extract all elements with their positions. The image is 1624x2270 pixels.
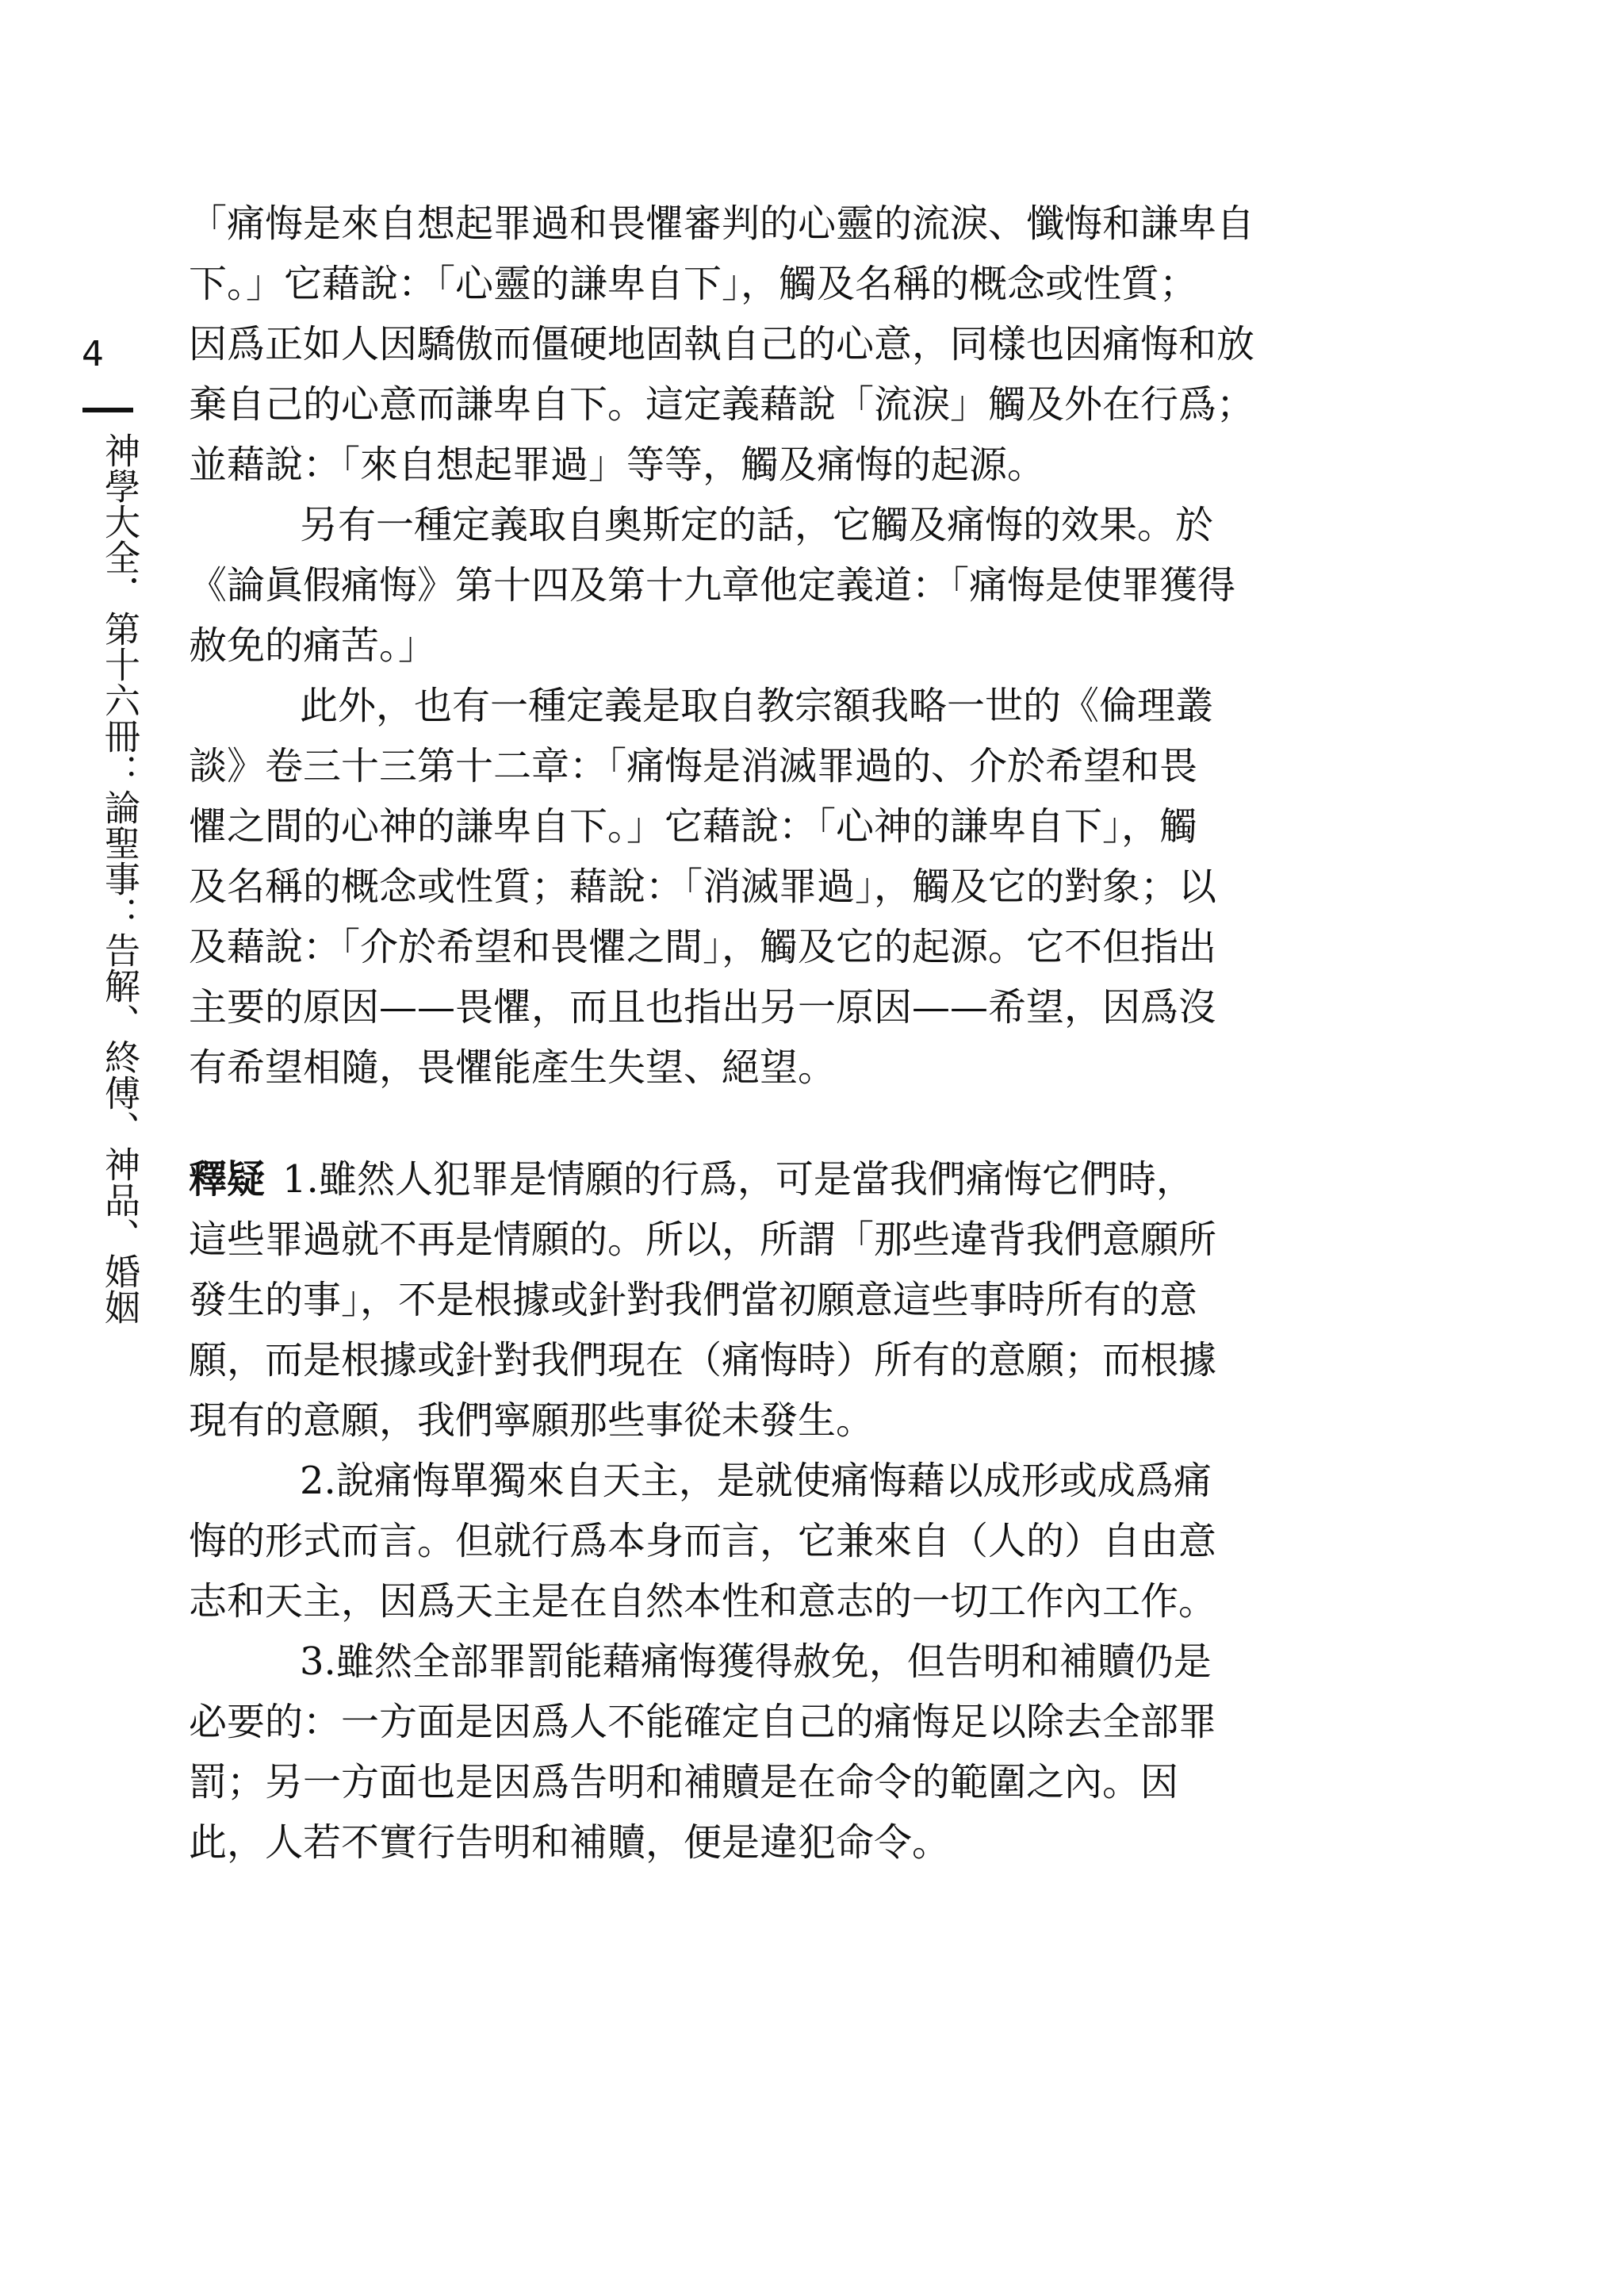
paragraph: [189, 676, 1315, 1098]
body-text: [189, 194, 1315, 1873]
text-line: 此，人若不實行告明和補贖，便是違犯命令。: [189, 1820, 951, 1865]
text-line: 2.說痛悔單獨來自天主，是就使痛悔藉以成形或成爲痛: [300, 1459, 1212, 1503]
page-number: 4: [82, 334, 104, 374]
reply-1: [189, 1149, 1315, 1451]
replies-heading: 釋疑: [189, 1157, 266, 1202]
text-line: 必要的：一方面是因爲人不能確定自己的痛悔足以除去全部罪: [189, 1700, 1217, 1744]
text-line: [189, 1149, 1315, 1210]
text-line: 棄自己的心意而謙卑自下。這定義藉說「流淚」觸及外在行爲；: [189, 382, 1255, 427]
paragraph: [189, 495, 1315, 676]
text-line: 此外，也有一種定義是取自教宗額我略一世的《倫理叢: [300, 684, 1214, 728]
text-line: 並藉說：「來自想起罪過」等等，觸及痛悔的起源。: [189, 443, 1046, 487]
reply-3: [189, 1632, 1315, 1873]
text-line: 主要的原因——畏懼，而且也指出另一原因——希望，因爲沒: [189, 985, 1217, 1030]
text-line: 談》卷三十三第十二章：「痛悔是消滅罪過的、介於希望和畏: [189, 744, 1198, 788]
paragraph: [189, 194, 1315, 495]
text-line: 另有一種定義取自奧斯定的話，它觸及痛悔的效果。於: [300, 503, 1214, 547]
text-line: 下。」它藉說：「心靈的謙卑自下」，觸及名稱的概念或性質；: [189, 262, 1198, 306]
text-line: 發生的事」，不是根據或針對我們當初願意這些事時所有的意: [189, 1278, 1198, 1322]
text-line: 願，而是根據或針對我們現在（痛悔時）所有的意願；而根據: [189, 1338, 1217, 1382]
text-line: 「痛悔是來自想起罪過和畏懼審判的心靈的流淚、懺悔和謙卑自: [189, 201, 1255, 246]
text-line: 罰；另一方面也是因爲告明和補贖是在命令的範圍之內。因: [189, 1760, 1179, 1804]
text-line: 3.雖然全部罪罰能藉痛悔獲得赦免，但告明和補贖仍是: [300, 1639, 1212, 1684]
text-line: 及名稱的概念或性質；藉說：「消滅罪過」，觸及它的對象；以: [189, 865, 1217, 909]
text-line: 《論眞假痛悔》第十四及第十九章他定義道：「痛悔是使罪獲得: [189, 563, 1236, 608]
text-line: 懼之間的心神的謙卑自下。」它藉說：「心神的謙卑自下」，觸: [189, 804, 1198, 849]
text-line: 悔的形式而言。但就行爲本身而言，它兼來自（人的）自由意: [189, 1519, 1217, 1563]
text-line: 因爲正如人因驕傲而僵硬地固執自己的心意，同樣也因痛悔和放: [189, 322, 1255, 366]
margin-rule: [82, 408, 133, 412]
text-line: 及藉說：「介於希望和畏懼之間」，觸及它的起源。它不但指出: [189, 925, 1217, 969]
text-line: 這些罪過就不再是情願的。所以，所謂「那些違背我們意願所: [189, 1217, 1217, 1262]
text-line: 現有的意願，我們寧願那些事從未發生。: [189, 1398, 875, 1443]
text-line: 有希望相隨，畏懼能產生失望、絕望。: [189, 1045, 837, 1090]
text-line-content: 1.雖然人犯罪是情願的行爲，可是當我們痛悔它們時，: [282, 1157, 1194, 1202]
text-line: 志和天主，因爲天主是在自然本性和意志的一切工作內工作。: [189, 1579, 1217, 1624]
text-line: 赦免的痛苦。」: [189, 623, 437, 668]
running-title: 神學大全．第十六冊：論聖事：告解、終傅、神品、婚姻: [98, 432, 140, 1325]
reply-2: [189, 1451, 1315, 1632]
